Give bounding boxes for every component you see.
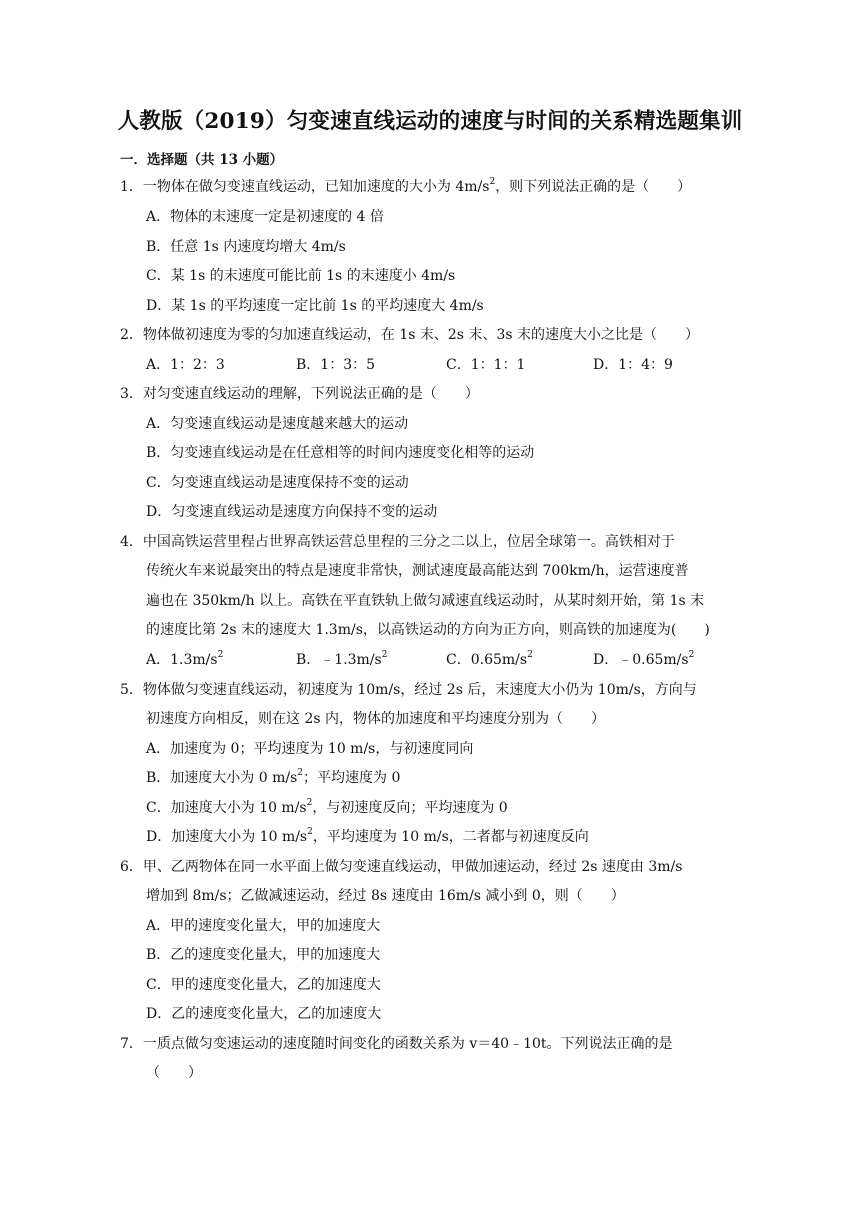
question-7-line-2: （ ） xyxy=(146,1065,202,1081)
question-1-stem: 1．一物体在做匀变速直线运动，已知加速度的大小为 $4m/s^2$，则下列说法正确的是（ ） xyxy=(120,177,692,195)
question-7-line-1: 7．一质点做匀变速运动的速度随时间变化的函数关系为 v＝40﹣10t。下列说法正确的是 xyxy=(120,1036,673,1052)
question-3-stem: 3．对匀变速直线运动的理解，下列说法正确的是（ ） xyxy=(120,386,479,402)
question-2-option-c: C．1：1：1 xyxy=(446,357,526,373)
question-1-option-b: B．任意 1s 内速度均增大 4m/s xyxy=(146,239,346,255)
question-1-option-a: A．物体的末速度一定是初速度的 4 倍 xyxy=(146,209,384,225)
question-6-line-1: 6．甲、乙两物体在同一水平面上做匀变速直线运动，甲做加速运动，经过 2s 速度由 3m/s xyxy=(120,859,683,875)
question-2-stem: 2．物体做初速度为零的匀加速直线运动，在 1s 末、2s 末、3s 末的速度大小之比是（ ） xyxy=(120,327,699,343)
question-6-option-c: C．甲的速度变化量大，乙的加速度大 xyxy=(146,977,381,993)
question-4-option-d: D．$﹣0.65m/s^2$ xyxy=(593,650,695,668)
question-6-line-2: 增加到 8m/s；乙做减速运动，经过 8s 速度由 16m/s 减小到 0，则（ ） xyxy=(146,888,625,904)
question-2-option-a: A．1：2：3 xyxy=(146,357,225,373)
question-5-option-c: C．加速度大小为 10 $m/s^2$，与初速度反向；平均速度为 0 xyxy=(146,798,508,816)
question-5-line-2: 初速度方向相反，则在这 2s 内，物体的加速度和平均速度分别为（ ） xyxy=(146,711,605,727)
question-4-option-a: A．$1.3m/s^2$ xyxy=(146,650,224,668)
question-5-option-a: A．加速度为 0；平均速度为 10 m/s，与初速度同向 xyxy=(146,741,474,757)
question-5-option-b: B．加速度大小为 0 $m/s^2$；平均速度为 0 xyxy=(146,768,401,786)
question-6-option-b: B．乙的速度变化量大，甲的加速度大 xyxy=(146,947,381,963)
question-2-option-b: B．1：3：5 xyxy=(296,357,376,373)
question-4-option-c: C．$0.65m/s^2$ xyxy=(446,650,533,668)
question-4-line-1: 4．中国高铁运营里程占世界高铁运营总里程的三分之二以上，位居全球第一。高铁相对于 xyxy=(120,534,675,550)
question-5-option-d: D．加速度大小为 10 $m/s^2$，平均速度为 10 m/s，二者都与初速度反向 xyxy=(146,827,589,845)
question-1-option-d: D．某 1s 的平均速度一定比前 1s 的平均速度大 4m/s xyxy=(146,298,484,314)
question-5-line-1: 5．物体做匀变速直线运动，初速度为 10m/s，经过 2s 后，末速度大小仍为 10m/s，方向与 xyxy=(120,682,697,698)
question-4-option-b: B．$﹣1.3m/s^2$ xyxy=(296,650,388,668)
question-4-line-3: 遍也在 350km/h 以上。高铁在平直铁轨上做匀减速直线运动时，从某时刻开始，第 1s 末 xyxy=(146,593,705,609)
page-title: 人教版（2019）匀变速直线运动的速度与时间的关系精选题集训 xyxy=(117,109,743,134)
question-1-option-c: C．某 1s 的末速度可能比前 1s 的末速度小 4m/s xyxy=(146,268,456,284)
question-3-option-d: D．匀变速直线运动是速度方向保持不变的运动 xyxy=(146,504,438,520)
question-3-option-b: B．匀变速直线运动是在任意相等的时间内速度变化相等的运动 xyxy=(146,445,535,461)
question-2-option-d: D．1：4：9 xyxy=(593,357,673,373)
question-6-option-a: A．甲的速度变化量大，甲的加速度大 xyxy=(146,918,381,934)
section-heading: 一．选择题（共 13 小题） xyxy=(120,152,284,168)
question-3-option-c: C．匀变速直线运动是速度保持不变的运动 xyxy=(146,475,409,491)
question-6-option-d: D．乙的速度变化量大，乙的加速度大 xyxy=(146,1006,382,1022)
question-4-line-2: 传统火车来说最突出的特点是速度非常快，测试速度最高能达到 700km/h，运营速度普 xyxy=(146,563,689,579)
question-3-option-a: A．匀变速直线运动是速度越来越大的运动 xyxy=(146,416,409,432)
question-4-line-4: 的速度比第 2s 末的速度大 1.3m/s，以高铁运动的方向为正方向，则高铁的加速度为( ) xyxy=(146,622,710,638)
